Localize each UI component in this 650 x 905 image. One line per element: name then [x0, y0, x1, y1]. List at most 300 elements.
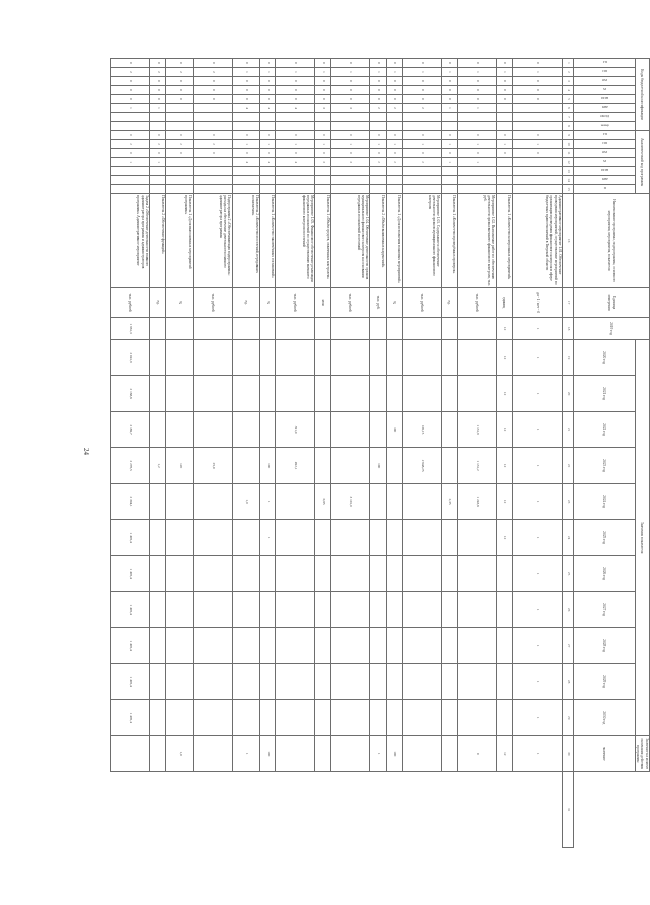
row-base-value: [232, 318, 260, 340]
row-year-value: [193, 376, 232, 412]
analytic-code-cell: 0: [402, 131, 441, 140]
column-number: 22: [563, 448, 574, 484]
analytic-code-cell: [315, 167, 331, 176]
analytic-code-cell: [496, 185, 512, 194]
header-year: 2022 год: [573, 412, 635, 448]
code-cell: [276, 122, 315, 131]
analytic-code-cell: 0: [441, 149, 457, 158]
analytic-code-cell: 3: [331, 158, 370, 167]
header-year: 2020 год: [573, 340, 635, 376]
row-year-value: [260, 376, 276, 412]
row-year-value: [315, 556, 331, 592]
column-number: 3: [563, 77, 574, 86]
row-unit: ед.: [150, 288, 166, 318]
row-name: Показатель 1 «Количество проведённых проверок»: [441, 194, 457, 288]
analytic-code-cell: [166, 185, 194, 194]
row-year-value: [315, 412, 331, 448]
row-year-value: [402, 376, 441, 412]
code-cell: 0: [512, 59, 562, 68]
row-year-value: [386, 340, 402, 376]
row-year-value: [331, 520, 370, 556]
analytic-code-cell: 0: [260, 149, 276, 158]
code-cell: [402, 122, 441, 131]
analytic-code-cell: [111, 167, 150, 176]
analytic-code-cell: 0: [315, 149, 331, 158]
column-number: 11: [563, 149, 574, 158]
row-year-value: [276, 700, 315, 736]
row-year-value: 1 495,4: [111, 628, 150, 664]
row-year-value: [370, 520, 386, 556]
code-cell: 0: [386, 77, 402, 86]
code-cell: 0: [193, 77, 232, 86]
row-year-value: 1 495,4: [111, 592, 150, 628]
table-row: [457, 59, 496, 848]
row-name: Мероприятие 1.04. Обеспечение деятельности органов муниципального финансового контроля на основании переданных полномочий поселений: [331, 194, 370, 288]
analytic-code-cell: [166, 176, 194, 185]
table-row: [441, 59, 457, 848]
row-year-value: [386, 484, 402, 520]
row-year-value: 1: [512, 412, 562, 448]
row-final-value: [276, 736, 315, 772]
row-name: Показатель 2 «Объём выявленных нарушений»: [370, 194, 386, 288]
code-cell: 1: [441, 104, 457, 113]
row-year-value: 1,2: [150, 448, 166, 484]
header-final: Значение на момент окончания действия программы: [635, 736, 649, 772]
row-base-value: [276, 318, 315, 340]
code-cell: 0: [496, 59, 512, 68]
row-year-value: [441, 628, 457, 664]
header-code-b-label: ГП: [602, 132, 607, 137]
row-final-value: [150, 736, 166, 772]
row-year-value: [331, 592, 370, 628]
code-cell: 1: [150, 104, 166, 113]
row-year-value: 2 168,8: [111, 376, 150, 412]
code-cell: 0: [166, 95, 194, 104]
analytic-code-cell: 0: [386, 131, 402, 140]
analytic-code-cell: [441, 176, 457, 185]
row-year-value: [260, 340, 276, 376]
row-year-value: [496, 628, 512, 664]
code-cell: 0: [386, 59, 402, 68]
table-row: [512, 59, 562, 848]
table-row: [232, 59, 260, 848]
row-year-value: [402, 484, 441, 520]
analytic-code-cell: [496, 158, 512, 167]
row-year-value: [276, 376, 315, 412]
code-cell: [441, 122, 457, 131]
row-year-value: 25,0: [193, 448, 232, 484]
row-year-value: [276, 484, 315, 520]
row-year-value: 1 495,4: [111, 700, 150, 736]
row-year-value: [232, 556, 260, 592]
row-year-value: [386, 700, 402, 736]
row-name: Административное мероприятие 1.01. Обеспечение проведения мероприятий, осуществление мероприятий по организации проведения финансового контроля в сфере бюджетных правоотношений в Тверской области: [512, 194, 562, 288]
row-final-value: [331, 736, 370, 772]
row-year-value: [193, 520, 232, 556]
header-code-a: [573, 77, 635, 86]
row-year-value: [370, 556, 386, 592]
header-year: 2027 год: [573, 592, 635, 628]
analytic-code-cell: 0: [166, 149, 194, 158]
header-code-b: [573, 158, 635, 167]
analytic-code-cell: [370, 176, 386, 185]
row-year-value: [457, 376, 496, 412]
row-base-value: 12: [496, 318, 512, 340]
row-base-value: [315, 318, 331, 340]
row-year-value: [150, 664, 166, 700]
analytic-code-cell: 0: [512, 131, 562, 140]
analytic-code-cell: 1: [276, 140, 315, 149]
analytic-code-cell: 2: [193, 140, 232, 149]
row-year-value: [402, 556, 441, 592]
row-year-value: [496, 556, 512, 592]
analytic-code-cell: [496, 176, 512, 185]
column-number: 23: [563, 484, 574, 520]
row-unit: тыс. руб.: [370, 288, 386, 318]
code-cell: 3: [331, 104, 370, 113]
row-year-value: [166, 592, 194, 628]
row-year-value: [260, 628, 276, 664]
row-year-value: 1,0: [232, 484, 260, 520]
code-cell: [276, 113, 315, 122]
code-cell: 0: [496, 86, 512, 95]
code-cell: 0: [370, 95, 386, 104]
row-year-value: [150, 340, 166, 376]
code-cell: 2: [386, 104, 402, 113]
column-number: 14: [563, 176, 574, 185]
row-year-value: [260, 412, 276, 448]
code-cell: 4: [260, 104, 276, 113]
column-number: 16: [563, 194, 574, 288]
row-year-value: [331, 376, 370, 412]
analytic-code-cell: [370, 185, 386, 194]
column-number: 2: [563, 68, 574, 77]
row-year-value: [193, 664, 232, 700]
code-cell: 0: [331, 95, 370, 104]
code-cell: [150, 113, 166, 122]
column-number: 8: [563, 122, 574, 131]
row-year-value: [166, 664, 194, 700]
code-cell: 0: [232, 77, 260, 86]
column-number: 20: [563, 376, 574, 412]
analytic-code-cell: 1: [512, 140, 562, 149]
row-final-value: 1,0: [166, 736, 194, 772]
header-code-a: [573, 68, 635, 77]
code-cell: [496, 122, 512, 131]
row-year-value: [276, 340, 315, 376]
code-cell: 1: [111, 104, 150, 113]
code-cell: 1: [370, 68, 386, 77]
analytic-code-cell: 0: [111, 149, 150, 158]
code-cell: 0: [166, 59, 194, 68]
header-code-a: [573, 113, 635, 122]
analytic-code-cell: [331, 185, 370, 194]
row-year-value: 1 131,2: [457, 448, 496, 484]
row-year-value: 1 243,8: [457, 484, 496, 520]
row-base-value: 1: [512, 318, 562, 340]
code-cell: 0: [512, 86, 562, 95]
column-number: 19: [563, 340, 574, 376]
analytic-code-cell: 0: [150, 131, 166, 140]
analytic-code-cell: 0: [232, 149, 260, 158]
analytic-code-cell: [150, 185, 166, 194]
analytic-code-cell: 0: [315, 131, 331, 140]
row-year-value: [150, 412, 166, 448]
code-cell: [232, 113, 260, 122]
row-year-value: [441, 376, 457, 412]
analytic-code-cell: 2: [111, 140, 150, 149]
row-year-value: [166, 520, 194, 556]
row-year-value: [386, 664, 402, 700]
analytic-code-cell: [260, 167, 276, 176]
header-year: 2030 год: [573, 700, 635, 736]
header-year: 2021 год: [573, 376, 635, 412]
row-year-value: 12: [496, 376, 512, 412]
row-year-value: [331, 556, 370, 592]
analytic-code-cell: [331, 167, 370, 176]
row-year-value: [402, 520, 441, 556]
code-cell: 0: [370, 86, 386, 95]
row-year-value: 2 648,25: [402, 448, 441, 484]
header-year: 2029 год: [573, 664, 635, 700]
analytic-code-cell: [386, 176, 402, 185]
row-year-value: [150, 520, 166, 556]
analytic-code-cell: [232, 185, 260, 194]
row-year-value: [441, 700, 457, 736]
row-name: Показатель 2 «Обеспечение функций»: [150, 194, 166, 288]
code-cell: 0: [276, 95, 315, 104]
code-cell: 0: [260, 77, 276, 86]
code-cell: [193, 104, 232, 113]
row-year-value: [150, 592, 166, 628]
header-code-b: [573, 140, 635, 149]
code-cell: [260, 113, 276, 122]
analytic-code-cell: [386, 185, 402, 194]
column-number: 7: [563, 113, 574, 122]
row-year-value: [370, 628, 386, 664]
row-base-value: 1 961,3: [111, 318, 150, 340]
header-code-a: [573, 59, 635, 68]
analytic-code-cell: 0: [260, 131, 276, 140]
analytic-code-cell: 0: [512, 149, 562, 158]
code-cell: 0: [315, 77, 331, 86]
analytic-code-cell: [193, 185, 232, 194]
header-code-b-label: ПП: [602, 141, 608, 146]
code-cell: 0: [111, 95, 150, 104]
column-number: 21: [563, 412, 574, 448]
code-cell: 2: [402, 104, 441, 113]
code-cell: 0: [150, 95, 166, 104]
code-cell: 1: [512, 68, 562, 77]
row-final-value: 12: [496, 736, 512, 772]
code-cell: 0: [512, 95, 562, 104]
row-year-value: [315, 340, 331, 376]
column-number: 28: [563, 664, 574, 700]
row-year-value: [386, 628, 402, 664]
analytic-code-cell: [402, 176, 441, 185]
row-year-value: 3 101,0: [331, 484, 370, 520]
row-year-value: [193, 484, 232, 520]
code-cell: 0: [457, 59, 496, 68]
analytic-code-cell: [111, 176, 150, 185]
analytic-code-cell: 0: [232, 131, 260, 140]
analytic-code-cell: 4: [276, 158, 315, 167]
row-year-value: [150, 628, 166, 664]
code-cell: 1: [441, 68, 457, 77]
code-cell: 0: [193, 95, 232, 104]
analytic-code-cell: [441, 185, 457, 194]
row-unit: тыс. рублей: [111, 288, 150, 318]
code-cell: 0: [260, 86, 276, 95]
column-number: 6: [563, 104, 574, 113]
column-number: 26: [563, 592, 574, 628]
code-cell: 0: [276, 59, 315, 68]
analytic-code-cell: 1: [441, 158, 457, 167]
row-year-value: [402, 664, 441, 700]
row-year-value: 1: [512, 592, 562, 628]
table-row: [150, 59, 166, 848]
analytic-code-cell: 1: [402, 140, 441, 149]
code-cell: 2: [193, 68, 232, 77]
analytic-code-cell: 0: [457, 149, 496, 158]
row-year-value: [370, 376, 386, 412]
code-cell: 0: [457, 95, 496, 104]
header-code-a-label: ОМ: [602, 78, 608, 83]
row-final-value: [315, 736, 331, 772]
code-cell: 0: [331, 59, 370, 68]
row-year-value: 1 495,4: [111, 556, 150, 592]
analytic-code-cell: 0: [193, 149, 232, 158]
row-year-value: [441, 340, 457, 376]
analytic-code-cell: 2: [370, 158, 386, 167]
header-code-a: [573, 95, 635, 104]
header-code-a-label: ОКПД: [600, 114, 610, 119]
header-code-a-label: номер: [600, 123, 610, 128]
row-year-value: [232, 412, 260, 448]
row-name: Показатель 1 «Доля выполненных мероприятий программы»: [166, 194, 194, 288]
code-cell: 0: [457, 77, 496, 86]
analytic-code-cell: 0: [276, 131, 315, 140]
row-year-value: [315, 628, 331, 664]
code-cell: [496, 104, 512, 113]
analytic-code-cell: 0: [370, 131, 386, 140]
header-code-a: [573, 104, 635, 113]
row-base-value: [402, 318, 441, 340]
row-year-value: [232, 340, 260, 376]
column-number: 4: [563, 86, 574, 95]
code-cell: [402, 113, 441, 122]
code-cell: [193, 113, 232, 122]
row-year-value: [370, 700, 386, 736]
row-year-value: [150, 376, 166, 412]
row-final-value: 100: [386, 736, 402, 772]
row-base-value: [370, 318, 386, 340]
row-year-value: [457, 628, 496, 664]
row-year-value: [193, 340, 232, 376]
row-name: Показатель 1 «Доля исполнения плановых мероприятий»: [386, 194, 402, 288]
code-cell: 0: [260, 59, 276, 68]
row-year-value: [496, 664, 512, 700]
row-year-value: [370, 412, 386, 448]
row-year-value: [370, 484, 386, 520]
header-year: 2024 год: [573, 484, 635, 520]
row-year-value: 106,15: [402, 412, 441, 448]
row-year-value: [457, 520, 496, 556]
code-cell: 4: [232, 104, 260, 113]
header-code-a: [573, 122, 635, 131]
header-year: 2023 год: [573, 448, 635, 484]
row-year-value: [315, 664, 331, 700]
header-code-b-label: П: [603, 186, 606, 191]
header-code-b-label: ОМ: [602, 150, 608, 155]
analytic-code-cell: 2: [402, 158, 441, 167]
row-unit: да - 1 / нет - 0: [512, 288, 562, 318]
row-year-value: [232, 700, 260, 736]
code-cell: 1: [402, 68, 441, 77]
row-unit: %: [260, 288, 276, 318]
analytic-code-cell: [457, 167, 496, 176]
analytic-code-cell: [232, 167, 260, 176]
row-year-value: 100: [370, 448, 386, 484]
code-cell: 0: [150, 77, 166, 86]
row-base-value: [260, 318, 276, 340]
column-number: 15: [563, 185, 574, 194]
column-number: 1: [563, 59, 574, 68]
header-code-b: [573, 167, 635, 176]
row-base-value: [331, 318, 370, 340]
code-cell: 0: [111, 59, 150, 68]
row-name: Показатель 2 «Количество поселений, передавших полномочия»: [232, 194, 260, 288]
page-number: 24: [82, 448, 90, 455]
code-cell: 0: [315, 86, 331, 95]
analytic-code-cell: 2: [150, 140, 166, 149]
row-unit: тыс. рублей: [457, 288, 496, 318]
header-code-b-label: М: [603, 159, 607, 164]
code-cell: 0: [370, 59, 386, 68]
row-year-value: 391,0: [276, 412, 315, 448]
code-cell: 0: [111, 86, 150, 95]
code-cell: 1: [315, 68, 331, 77]
row-final-value: [441, 736, 457, 772]
row-year-value: [315, 448, 331, 484]
row-base-value: [150, 318, 166, 340]
header-year: 2026 год: [573, 556, 635, 592]
code-cell: [315, 122, 331, 131]
analytic-code-cell: [150, 167, 166, 176]
code-cell: 0: [402, 59, 441, 68]
code-cell: 0: [232, 86, 260, 95]
row-year-value: [193, 556, 232, 592]
row-year-value: [276, 628, 315, 664]
row-year-value: [260, 700, 276, 736]
code-cell: 1: [496, 68, 512, 77]
row-year-value: [232, 520, 260, 556]
row-unit: %: [166, 288, 194, 318]
row-year-value: [441, 448, 457, 484]
header-code-b: [573, 149, 635, 158]
row-name: Показатель 1 «Количество заключённых соглашений»: [260, 194, 276, 288]
analytic-code-cell: 0: [331, 149, 370, 158]
row-name: Показатель 1 «Количество контрольных мероприятий»: [496, 194, 512, 288]
header-base-year: 2019 год: [573, 318, 649, 340]
row-year-value: [166, 628, 194, 664]
row-name: Подпрограмма 2 «Обеспечивающая подпрограмма»: расходы на обеспечение деятельности главного администратора программы: [193, 194, 232, 288]
row-unit: единиц: [496, 288, 512, 318]
row-year-value: 1: [512, 484, 562, 520]
code-cell: [441, 113, 457, 122]
analytic-code-cell: 1: [496, 140, 512, 149]
code-cell: 2: [111, 68, 150, 77]
